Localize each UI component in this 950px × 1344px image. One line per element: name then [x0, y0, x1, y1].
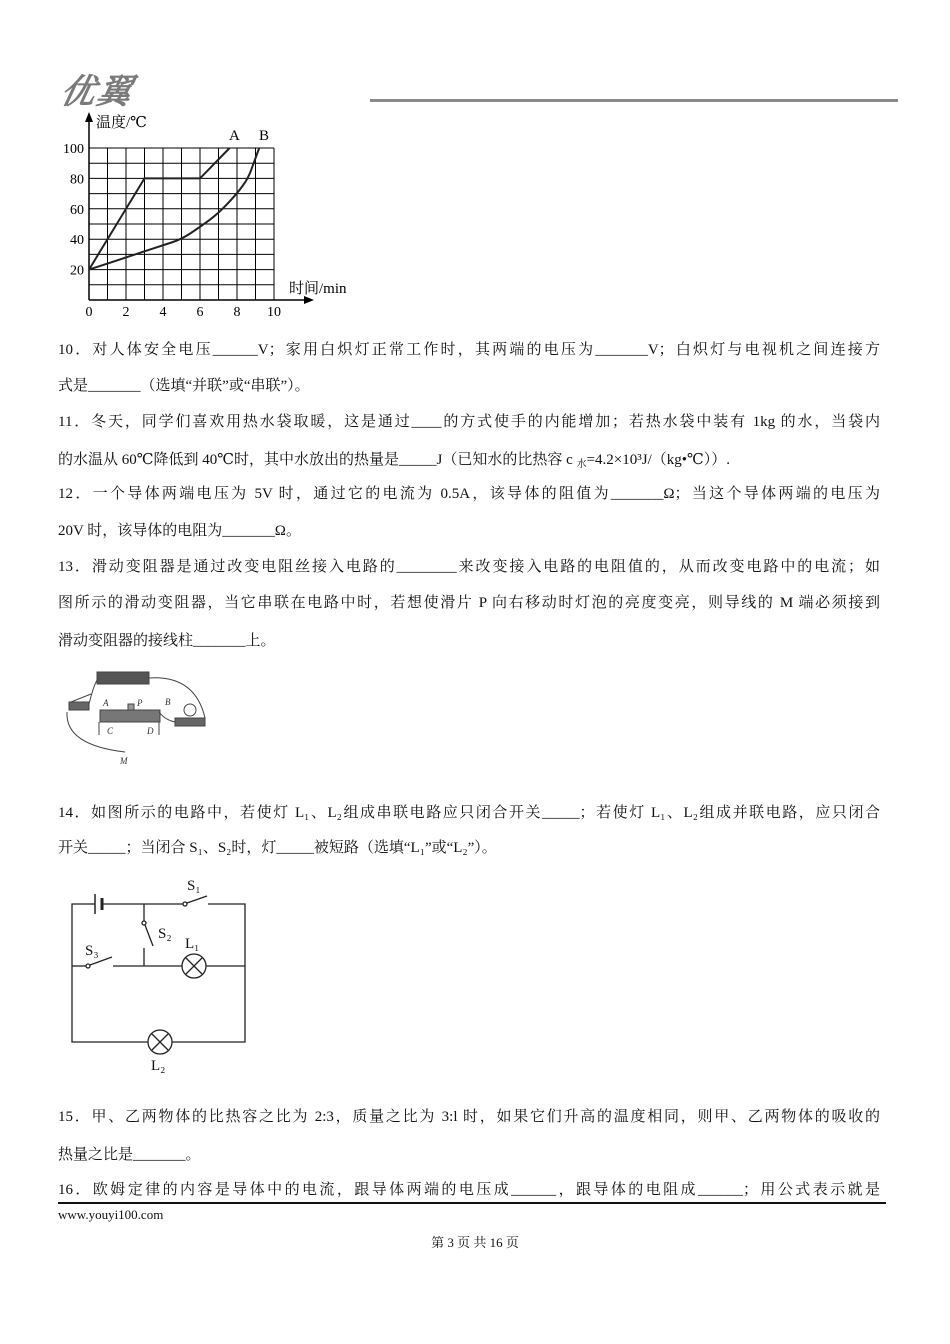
- switch-s2-label: S₂: [158, 926, 172, 942]
- terminal-b-label: B: [165, 697, 171, 707]
- footer-url: www.youyi100.com: [58, 1207, 164, 1222]
- publisher-logo: 优翼: [57, 72, 138, 112]
- x-tick-label: 8: [233, 305, 241, 320]
- question-11-line-1: 11．冬天，同学们喜欢用热水袋取暖，这是通过____的方式使手的内能增加；若热水袋中装有 1kg 的水，当袋内: [58, 414, 880, 430]
- slider-p-label: P: [137, 698, 143, 708]
- question-15-line-1: 15．甲、乙两物体的比热容之比为 2:3，质量之比为 3:l 时，如果它们升高的温度相同，则甲、乙两物体的吸收的: [58, 1109, 880, 1125]
- question-13-line-3: 滑动变阻器的接线柱_______上。: [58, 633, 276, 649]
- x-tick-label: 6: [196, 305, 204, 320]
- y-tick-label: 40: [70, 233, 84, 249]
- question-12-line-2: 20V 时，该导体的电阻为_______Ω。: [58, 523, 301, 539]
- question-16-line-1: 16．欧姆定律的内容是导体中的电流，跟导体两端的电压成______，跟导体的电阻成______；用公式表示就是: [58, 1182, 880, 1198]
- y-tick-label: 80: [70, 172, 84, 188]
- question-13-line-2: 图所示的滑动变阻器，当它串联在电路中时，若想使滑片 P 向右移动时灯泡的亮度变亮，则导线的 M 端必须接到: [58, 595, 880, 611]
- y-tick-label: 20: [70, 263, 84, 279]
- question-14-line-1: 14．如图所示的电路中，若使灯 L₁、L₂组成串联电路应只闭合开关_____；若使灯 L₁、L₂组成并联电路，应只闭合: [58, 805, 880, 821]
- lamp-l1-icon: [182, 954, 206, 978]
- q11-text-b: =4.2×10³J/（kg•℃））.: [586, 452, 731, 468]
- lamp-l2-icon: [148, 1030, 172, 1054]
- question-10-line-1: 10．对人体安全电压______V；家用白炽灯正常工作时，其两端的电压为_______V；白炽灯与电视机之间连接方: [58, 342, 880, 358]
- page-number: 第 3 页 共 16 页: [431, 1235, 519, 1250]
- terminal-c-label: C: [107, 726, 114, 736]
- lamp-l1-label: L₁: [185, 936, 200, 952]
- terminal-a-label: A: [103, 698, 109, 708]
- x-tick-label: 2: [122, 305, 130, 320]
- y-tick-label: 100: [63, 142, 84, 157]
- terminal-d-label: D: [147, 726, 154, 736]
- y-axis-label: 温度/℃: [96, 115, 147, 131]
- switch-s1-label: S₁: [187, 878, 201, 894]
- lamp-l2-label: L₂: [151, 1058, 166, 1074]
- x-tick-label: 0: [85, 305, 93, 320]
- x-tick-label: 4: [159, 305, 167, 320]
- q11-subscript: 水: [576, 459, 587, 470]
- question-10-line-2: 式是_______（选填“并联”或“串联”）。: [58, 378, 310, 394]
- question-15-line-2: 热量之比是_______。: [58, 1147, 201, 1163]
- y-tick-label: 60: [70, 202, 84, 218]
- series-a-label: A: [229, 128, 240, 144]
- question-12-line-1: 12．一个导体两端电压为 5V 时，通过它的电流为 0.5A，该导体的阻值为_______Ω；当这个导体两端的电压为: [58, 486, 880, 502]
- q11-text-a: 的水温从 60℃降低到 40℃时，其中水放出的热量是_____J（已知水的比热容 c: [58, 452, 577, 468]
- wire-m-label: M: [120, 756, 128, 766]
- x-axis-label: 时间/min: [289, 281, 347, 297]
- switch-s3-label: S₃: [85, 943, 99, 959]
- footer-rule: [58, 1202, 886, 1204]
- question-13-line-1: 13．滑动变阻器是通过改变电阻丝接入电路的________来改变接入电路的电阻值的，从而改变电路中的电流；如: [58, 559, 880, 575]
- series-b-label: B: [259, 128, 270, 144]
- question-14-line-2: 开关_____；当闭合 S₁、S₂时，灯_____被短路（选填“L₁”或“L₂”）。: [58, 840, 497, 856]
- x-tick-label: 10: [267, 305, 281, 320]
